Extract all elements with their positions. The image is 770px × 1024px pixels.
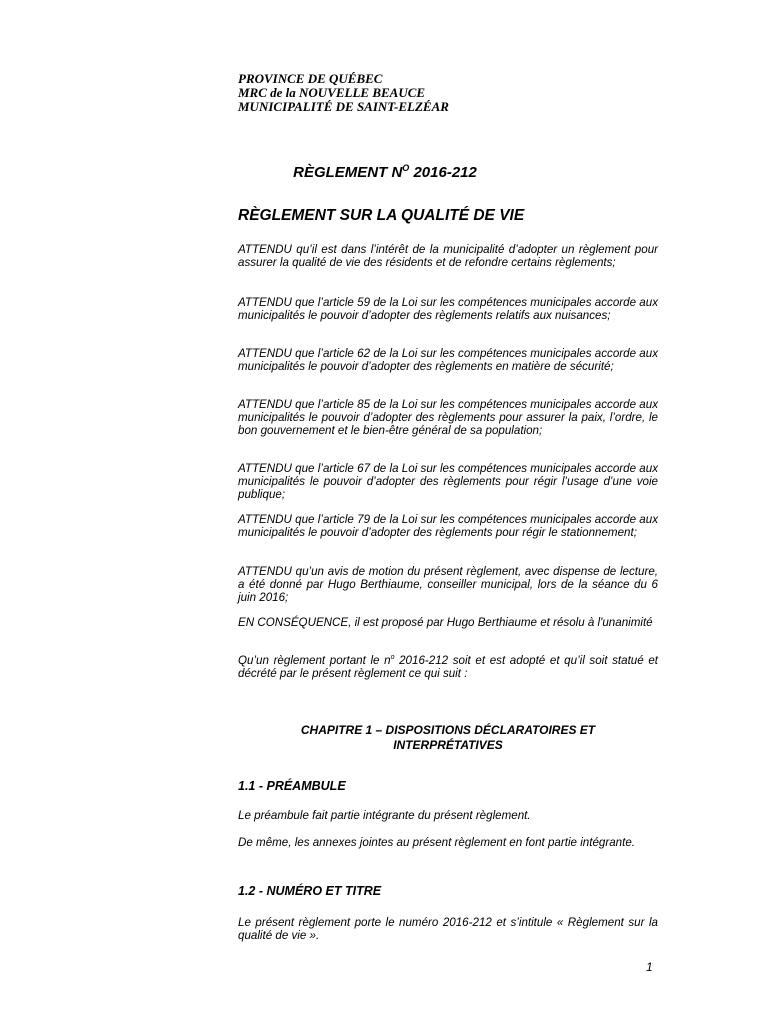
adoption-number-sup: o [390,654,395,661]
chapter-1-title-line-1: CHAPITRE 1 – DISPOSITIONS DÉCLARATOIRES ET [300,723,596,737]
whereas-paragraph-1: ATTENDU qu’il est dans l’intérêt de la municipalité d’adopter un règlement pour assurer la qualité de vie des résidents et de refondre certains règlements; [238,243,658,269]
consequence-paragraph: EN CONSÉQUENCE, il est proposé par Hugo Berthiaume et résolu à l'unanimité [238,616,653,629]
chapter-1-heading [238,723,658,753]
header-mrc: MRC de la NOUVELLE BEAUCE [238,85,426,100]
whereas-paragraph-7: ATTENDU qu’un avis de motion du présent règlement, avec dispense de lecture, a été donné par Hugo Berthiaume, conseiller municipal, lors de la séance du 6 juin 2016; [238,565,658,604]
whereas-paragraph-6: ATTENDU que l’article 79 de la Loi sur les compétences municipales accorde aux municipalités le pouvoir d’adopter des règlements pour régir le stationnement; [238,513,658,539]
adoption-paragraph [238,654,658,680]
whereas-paragraph-3: ATTENDU que l’article 62 de la Loi sur les compétences municipales accorde aux municipalités le pouvoir d’adopter des règlements en matière de sécurité; [238,347,658,373]
whereas-paragraph-2: ATTENDU que l’article 59 de la Loi sur les compétences municipales accorde aux municipalités le pouvoir d’adopter des règlements relatifs aux nuisances; [238,296,658,322]
section-1-2-title: 1.2 - NUMÉRO ET TITRE [238,884,382,898]
whereas-paragraph-5: ATTENDU que l’article 67 de la Loi sur les compétences municipales accorde aux municipalités le pouvoir d’adopter des règlements pour régir l’usage d’une voie publique; [238,462,658,501]
header-province: PROVINCE DE QUÉBEC [238,71,383,86]
header-municipality: MUNICIPALITÉ DE SAINT-ELZÉAR [238,99,449,114]
chapter-1-title-line-2: INTERPRÉTATIVES [393,738,503,752]
section-1-1-paragraph-1: Le préambule fait partie intégrante du présent règlement. [238,809,531,822]
section-1-1-title: 1.1 - PRÉAMBULE [238,779,346,793]
regulation-number-sup: O [402,163,410,173]
document-header [238,72,449,114]
regulation-number [0,164,770,182]
regulation-number-prefix: RÈGLEMENT N [293,164,403,181]
regulation-title: RÈGLEMENT SUR LA QUALITÉ DE VIE [238,207,525,224]
adoption-text-after: 2016-212 soit et est adopté et qu’il soit statué et décrété par le présent règlement ce qui suit : [238,654,658,680]
adoption-text-before: Qu’un règlement portant le n [238,654,391,667]
regulation-number-value: 2016-212 [413,164,477,181]
section-1-1-paragraph-2: De même, les annexes jointes au présent règlement en font partie intégrante. [238,836,635,849]
section-1-2-paragraph-1: Le présent règlement porte le numéro 2016-212 et s’intitule « Règlement sur la qualité de vie ». [238,916,658,942]
page-number: 1 [646,960,653,974]
whereas-paragraph-4: ATTENDU que l’article 85 de la Loi sur les compétences municipales accorde aux municipalités le pouvoir d’adopter des règlements pour assurer la paix, l’ordre, le bon gouvernement et le bien-être général de sa population; [238,398,658,437]
